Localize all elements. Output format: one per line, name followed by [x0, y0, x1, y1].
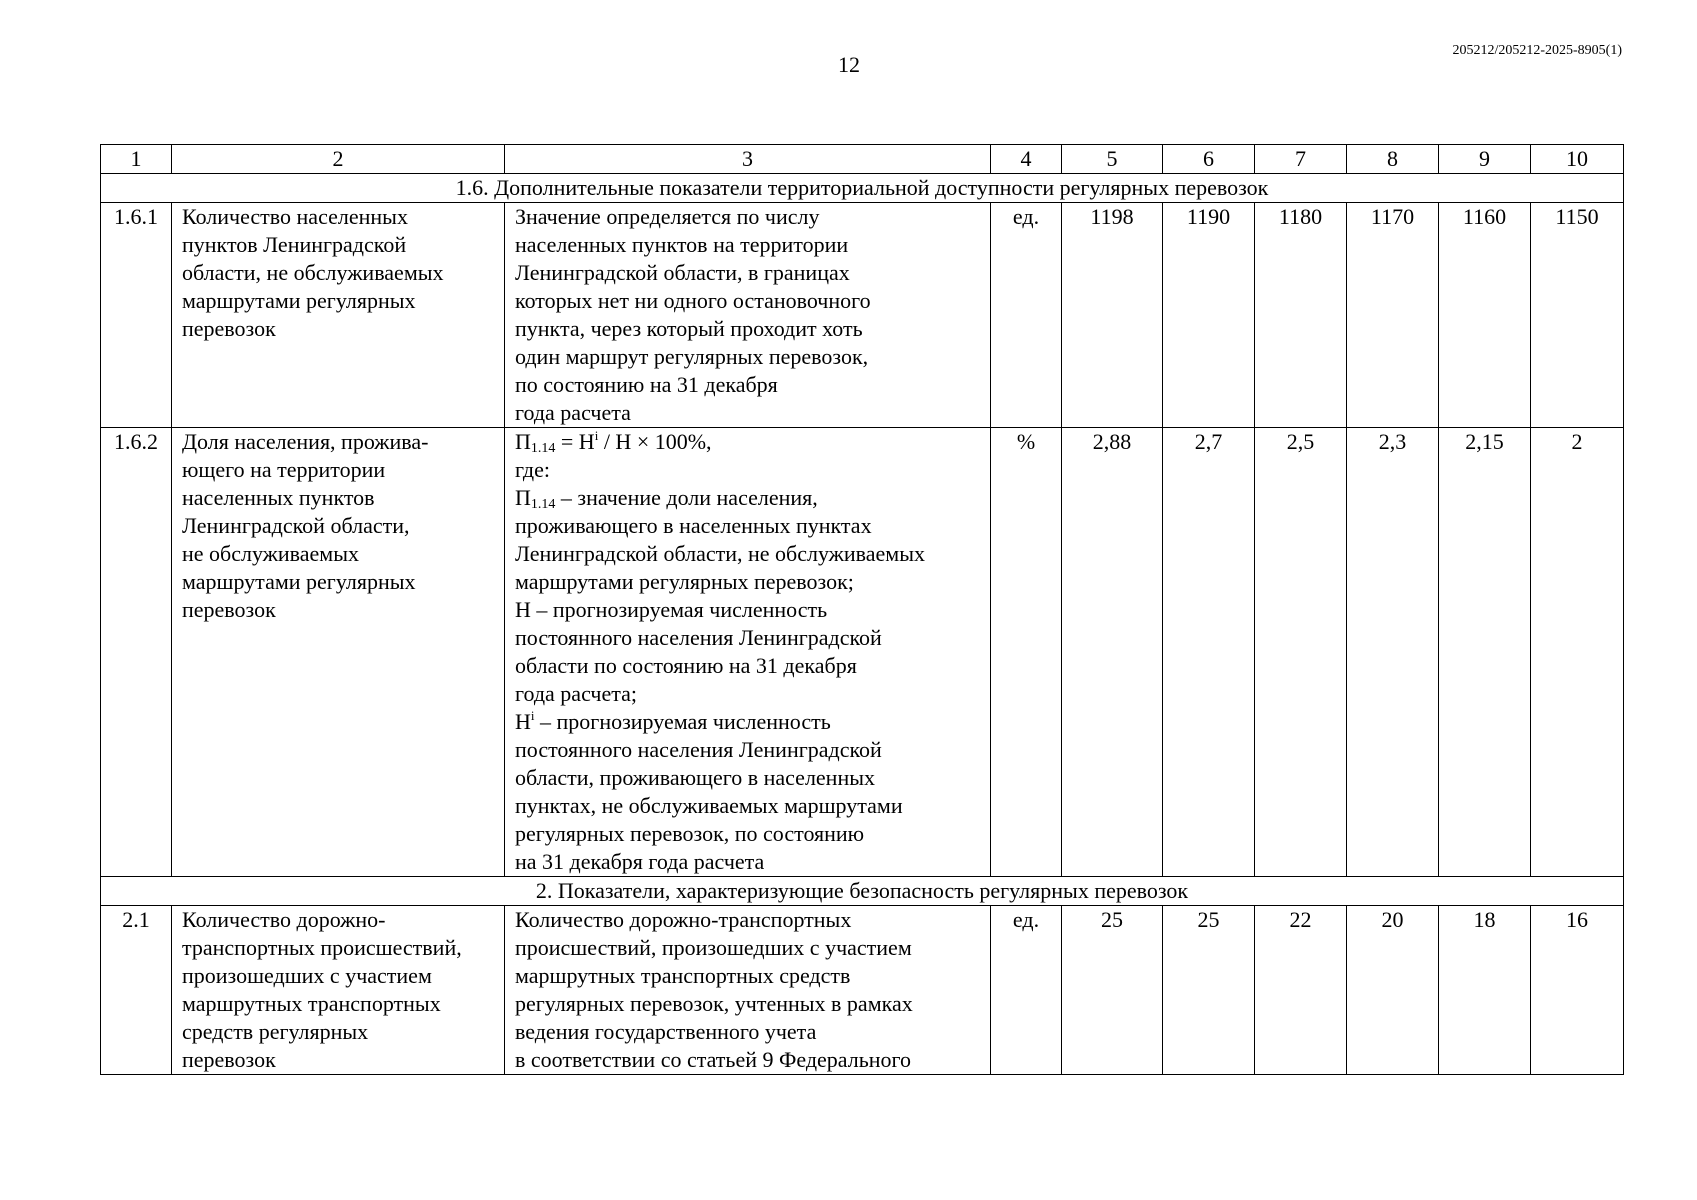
value-cell: 25 [1062, 906, 1163, 1075]
text-line: области по состоянию на 31 декабря [515, 653, 857, 678]
value-cell: 1170 [1347, 203, 1439, 428]
indicator-method [505, 428, 991, 877]
value-cell: 2,5 [1255, 428, 1347, 877]
text-line: года расчета; [515, 681, 637, 706]
indicator-method [505, 203, 991, 428]
unit-cell: ед. [991, 906, 1062, 1075]
column-number: 3 [505, 145, 991, 174]
text-line: ведения государственного учета [515, 1019, 817, 1044]
text-line: один маршрут регулярных перевозок, [515, 344, 869, 369]
document-id: 205212/205212-2025-8905(1) [1452, 43, 1622, 58]
value-cell: 2 [1531, 428, 1624, 877]
text-line: постоянного населения Ленинградской [515, 625, 882, 650]
text-line: Н – прогнозируемая численность [515, 597, 828, 622]
column-number-row [101, 145, 1624, 174]
formula-part: = Н [555, 429, 595, 454]
section-heading: 1.6. Дополнительные показатели территориальной доступности регулярных перевозок [101, 174, 1624, 203]
column-number: 10 [1531, 145, 1624, 174]
text-line: произошедших с участием [182, 963, 432, 988]
formula-subscript: 1.14 [530, 497, 556, 512]
value-cell: 1150 [1531, 203, 1624, 428]
value-cell: 2,7 [1163, 428, 1255, 877]
row-number: 2.1 [101, 906, 172, 1075]
text-line: года расчета [515, 400, 631, 425]
value-cell: 18 [1439, 906, 1531, 1075]
value-cell: 2,3 [1347, 428, 1439, 877]
column-number: 8 [1347, 145, 1439, 174]
text-line: где: [515, 457, 550, 482]
indicator-name [172, 428, 505, 877]
text-line: Доля населения, прожива- [182, 429, 429, 454]
page-number: 12 [838, 52, 860, 77]
indicator-method [505, 906, 991, 1075]
text-line: Количество дорожно- [182, 907, 386, 932]
column-number: 4 [991, 145, 1062, 174]
text-line: регулярных перевозок, учтенных в рамках [515, 991, 913, 1016]
text-line: ющего на территории [182, 457, 386, 482]
text-line: маршрутных транспортных [182, 991, 441, 1016]
text-line: населенных пунктов [182, 485, 375, 510]
text-line: которых нет ни одного остановочного [515, 288, 871, 313]
indicator-name [172, 906, 505, 1075]
text-line: Количество дорожно-транспортных [515, 907, 852, 932]
text-line: на 31 декабря года расчета [515, 849, 765, 874]
column-number: 6 [1163, 145, 1255, 174]
text-line: маршрутами регулярных перевозок; [515, 569, 854, 594]
column-number: 7 [1255, 145, 1347, 174]
value-cell: 1198 [1062, 203, 1163, 428]
row-number: 1.6.1 [101, 203, 172, 428]
text-line: по состоянию на 31 декабря [515, 372, 778, 397]
row-number: 1.6.2 [101, 428, 172, 877]
text-line: Значение определяется по числу [515, 204, 820, 229]
section-heading: 2. Показатели, характеризующие безопасность регулярных перевозок [101, 877, 1624, 906]
indicators-table [100, 144, 1624, 1075]
value-cell: 2,88 [1062, 428, 1163, 877]
text-line: транспортных происшествий, [182, 935, 462, 960]
text-line: маршрутами регулярных [182, 569, 416, 594]
table-row [101, 428, 1624, 877]
text-line: пунктах, не обслуживаемых маршрутами [515, 793, 903, 818]
text-line: пунктов Ленинградской [182, 232, 407, 257]
text-line: маршрутных транспортных средств [515, 963, 851, 988]
text-line: маршрутами регулярных [182, 288, 416, 313]
text-line: перевозок [182, 597, 276, 622]
section-row [101, 877, 1624, 906]
unit-cell: % [991, 428, 1062, 877]
table-row [101, 203, 1624, 428]
text-line: постоянного населения Ленинградской [515, 737, 882, 762]
value-cell: 16 [1531, 906, 1624, 1075]
column-number: 2 [172, 145, 505, 174]
definition-text: – прогнозируемая численность [534, 709, 831, 734]
text-line: регулярных перевозок, по состоянию [515, 821, 865, 846]
formula-definition [515, 708, 986, 736]
formula-definition [515, 484, 986, 512]
formula-symbol: Н [515, 709, 531, 734]
value-cell: 25 [1163, 906, 1255, 1075]
text-line: области, проживающего в населенных [515, 765, 876, 790]
text-line: пункта, через который проходит хоть [515, 316, 863, 341]
formula-symbol: П [515, 485, 531, 510]
text-line: Количество населенных [182, 204, 408, 229]
value-cell: 20 [1347, 906, 1439, 1075]
text-line: проживающего в населенных пунктах [515, 513, 872, 538]
value-cell: 22 [1255, 906, 1347, 1075]
text-line: в соответствии со статьей 9 Федерального [515, 1047, 912, 1072]
text-line: не обслуживаемых [182, 541, 359, 566]
column-number: 5 [1062, 145, 1163, 174]
text-line: населенных пунктов на территории [515, 232, 849, 257]
text-line: средств регулярных [182, 1019, 369, 1044]
formula-subscript: 1.14 [530, 441, 556, 456]
text-line: перевозок [182, 316, 276, 341]
text-line: Ленинградской области, в границах [515, 260, 850, 285]
text-line: Ленинградской области, [182, 513, 410, 538]
column-number: 1 [101, 145, 172, 174]
text-line: области, не обслуживаемых [182, 260, 444, 285]
indicator-name [172, 203, 505, 428]
value-cell: 1180 [1255, 203, 1347, 428]
formula-part: / Н × 100%, [598, 429, 712, 454]
unit-cell: ед. [991, 203, 1062, 428]
formula-symbol: П [515, 429, 531, 454]
section-row [101, 174, 1624, 203]
table-row [101, 906, 1624, 1075]
value-cell: 2,15 [1439, 428, 1531, 877]
formula-superscript: i [594, 428, 599, 443]
value-cell: 1160 [1439, 203, 1531, 428]
formula-superscript: i [530, 708, 535, 723]
formula [515, 428, 986, 456]
column-number: 9 [1439, 145, 1531, 174]
definition-text: – значение доли населения, [555, 485, 818, 510]
text-line: Ленинградской области, не обслуживаемых [515, 541, 925, 566]
value-cell: 1190 [1163, 203, 1255, 428]
text-line: происшествий, произошедших с участием [515, 935, 912, 960]
text-line: перевозок [182, 1047, 276, 1072]
